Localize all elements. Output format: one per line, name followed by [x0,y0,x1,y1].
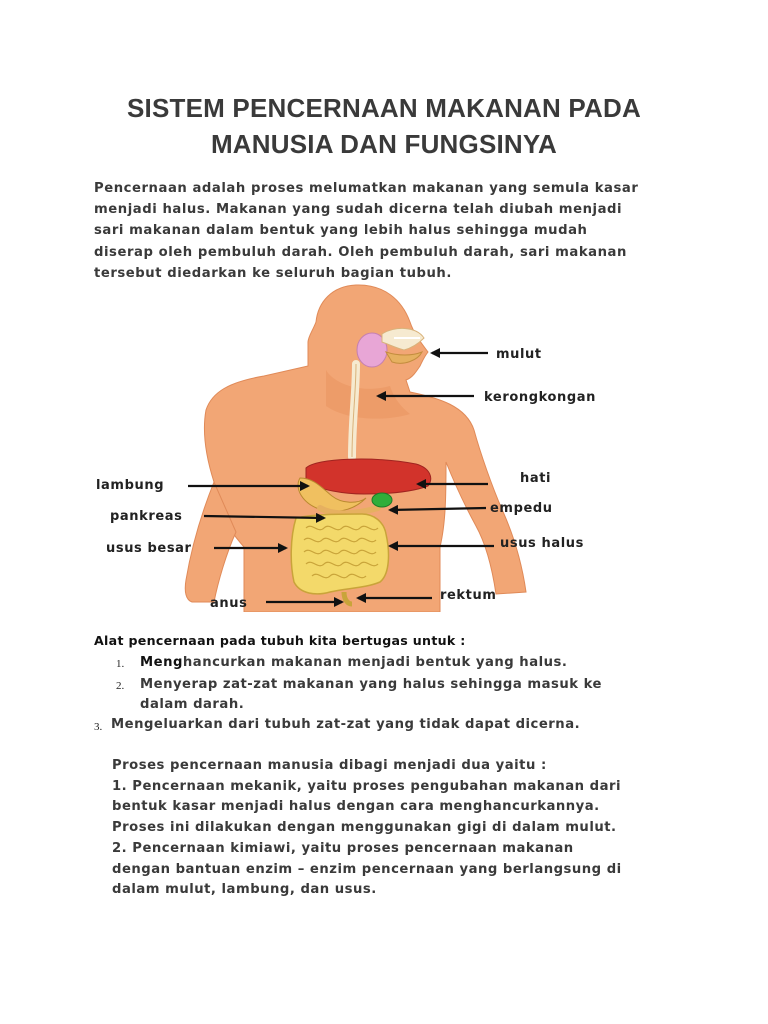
list-item-2-line: Menyerap zat-zat makanan yang halus sehingga masuk ke [140,677,602,692]
list-item-3: Mengeluarkan dari tubuh zat-zat yang tidak dapat dicerna. [111,717,581,732]
label-usus-besar: usus besar [106,541,192,556]
list-item-1 [140,653,567,673]
proses-line: Proses ini dilakukan dengan menggunakan gigi di dalam mulut. [112,820,617,836]
label-lambung: lambung [96,478,165,493]
intro-paragraph [94,178,694,284]
list-heading: Alat pencernaan pada tubuh kita bertugas untuk : [94,633,466,648]
intro-line: diserap oleh pembuluh darah. Oleh pembuluh darah, sari makanan [94,244,627,260]
label-hati: hati [520,471,552,486]
proses-line: 1. Pencernaan mekanik, yaitu proses pengubahan makanan dari [112,778,622,794]
label-anus: anus [210,596,248,611]
digestive-system-figure [94,282,628,612]
page-title [60,90,708,162]
intro-line: sari makanan dalam bentuk yang lebih halus sehingga mudah [94,223,588,239]
label-usus-halus: usus halus [500,536,584,551]
liver-shape [306,459,431,494]
digestive-system-diagram [94,282,628,612]
list-item-2-line: dalam darah. [140,697,245,712]
label-empedu: empedu [490,501,553,516]
list-number: 2. [116,680,125,692]
proses-line: dengan bantuan enzim – enzim pencernaan yang berlangsung di [112,861,622,877]
label-rektum: rektum [440,588,497,603]
intro-line: Pencernaan adalah proses melumatkan makanan yang semula kasar [94,181,639,196]
list-item-1-bold: Meng [140,655,183,670]
label-pankreas: pankreas [110,509,183,524]
label-kerongkongan: kerongkongan [484,390,597,405]
label-mulut: mulut [496,347,542,362]
list-number: 1. [116,658,125,670]
proses-line: bentuk kasar menjadi halus dengan cara menghancurkannya. [112,799,600,815]
proses-line: 2. Pencernaan kimiawi, yaitu proses pencernaan makanan [112,840,574,856]
intro-line: tersebut diedarkan ke seluruh bagian tubuh. [94,265,452,281]
proses-paragraph [112,756,672,901]
proses-line: Proses pencernaan manusia dibagi menjadi dua yaitu : [112,758,547,773]
list-item-1-rest: hancurkan makanan menjadi bentuk yang halus. [182,655,568,670]
list-number: 3. [94,721,103,733]
intro-line: menjadi halus. Makanan yang sudah dicerna telah diubah menjadi [94,202,623,218]
title-line-1: SISTEM PENCERNAAN MAKANAN PADA [127,93,641,123]
gallbladder-shape [372,493,392,507]
proses-line: dalam mulut, lambung, dan usus. [112,882,377,898]
title-line-2: MANUSIA DAN FUNGSINYA [210,129,558,159]
list-item-2 [140,675,602,715]
